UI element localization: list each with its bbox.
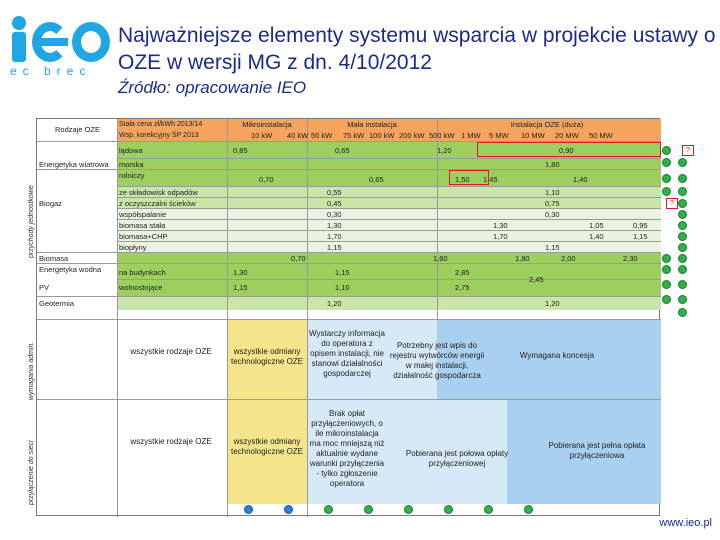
row-biopaliwa-label: biopłyny [119,243,147,252]
ind-dot-b10 [678,254,687,263]
bottom-dot-8 [524,505,533,514]
page-title: Najważniejsze elementy systemu wsparcia w projekcie ustawy o OZE w wersji MG z dn. 4/10/2012 [118,24,716,74]
ind-dot-b11 [678,265,687,274]
ind-dot-b3 [678,174,687,183]
scale-50kw: 50 kW [311,131,333,140]
ind-dot-b2 [678,158,687,167]
row-biom-st-band [117,219,661,230]
scale-1mw: 1 MW [461,131,481,140]
row-biom-chp-v3: 1,40 [589,232,604,241]
question-mark-2: ? [666,198,678,209]
row-biom-chp-v4: 1,15 [633,232,648,241]
row-wodna-v5: 2,30 [623,254,638,263]
row-morska-label: morska [119,160,144,169]
row-rolniczy-v5: 1,40 [573,175,588,184]
head-wsp: Wsp. korekcyjny ŚP 2013 [119,132,199,139]
row-sklad-v1: 0,55 [327,188,342,197]
row-biom-st-v2: 1,30 [493,221,508,230]
row-biopaliwa-v2: 1,15 [545,243,560,252]
logo-o-ring [72,22,110,62]
row-wiatr-label: Energetyka wiatrowa [39,160,109,169]
ind-dot-b12 [678,280,687,289]
head-stala-cena: Stała cena zł/kWh 2013/14 [119,121,203,128]
ind-dot-a11 [662,265,671,274]
prz-mala-text: Pobierana jest połowa opłaty przyłączeniowej [405,449,509,468]
wym-all-tech: wszystkie odmiany technologiczne OZE [230,347,304,366]
row-lad-v4: 0,90 [559,146,574,155]
row-ocz-v1: 0,45 [327,199,342,208]
prz-all-types: wszystkie rodzaje OZE [130,437,212,446]
ind-dot-a12 [662,280,671,289]
row-sklad-label: ze składowisk odpadów [119,188,198,197]
label-wymagania: wymagania admin. [28,341,35,400]
ind-dot-b4 [678,187,687,196]
row-wodna-band [117,252,661,263]
scale-200kw: 200 kW [399,131,425,140]
row-wolno-v4: 2,45 [529,275,544,284]
ind-dot-b9 [678,243,687,252]
row-biom-st-v3: 1,05 [589,221,604,230]
row-lad-v2: 0,65 [335,146,350,155]
footer-url[interactable]: www.ieo.pl [659,517,712,529]
bottom-dot-6 [444,505,453,514]
head-rodzaje: Rodzaje OZE [55,125,101,134]
row-biom-chp-band [117,230,661,241]
row-morska-band [117,158,661,169]
scale-500kw: 500 kW [429,131,455,140]
row-lad-label: lądowa [119,146,143,155]
prz-duza-text: Pobierana jest pełna opłata przyłączeniowa [548,441,646,460]
ind-dot-b7 [678,221,687,230]
scale-40kw: 40 kW [287,131,309,140]
row-wodna-v1: 0,70 [291,254,306,263]
ind-dot-b14 [678,308,687,317]
prz-mikro-text: Brak opłat przyłączeniowych, o ile mikroinstalacja ma moc mniejszą niż aktualnie wydane warunki przyłączenia - tylko zgłoszenie operatora [309,409,385,488]
label-przychody: przychody jednostkowe [28,185,35,258]
red-outline-rolniczy [449,170,489,185]
row-rolniczy-v1: 0,70 [259,175,274,184]
head-mikro: Mikroinstalacja [242,120,292,129]
row-geo-band [117,296,661,310]
row-wodna-v3: 1,80 [515,254,530,263]
row-biom-st-v4: 0,95 [633,221,648,230]
row-sklad-band [117,186,661,197]
row-wolno-v2: 1,10 [335,283,350,292]
red-outline-lad [477,142,661,157]
scale-5mw: 5 MW [489,131,509,140]
row-wolno-label: wolnostojące [119,283,163,292]
ieo-logo [6,12,106,76]
ind-dot-a13 [662,295,671,304]
row-rolniczy-label: rolniczy [119,171,145,180]
logo-subtitle: ec brec [10,64,92,78]
row-pv-label: PV [39,283,50,292]
row-budynki-v1: 1,30 [233,268,248,277]
row-ocz-v2: 0,75 [545,199,560,208]
ind-dot-a2 [662,158,671,167]
row-budynki-v3: 2,85 [455,268,470,277]
scale-20mw: 20 MW [555,131,579,140]
row-wsp-band [117,208,661,219]
ind-dot-a1 [662,146,671,155]
row-biogaz-label: Biogaz [39,199,62,208]
row-biom-st-label: biomasa stała [119,221,166,230]
row-wolno-v1: 1,15 [233,283,248,292]
row-ocz-band [117,197,661,208]
row-biom-chp-label: biomasa+CHP [119,232,168,241]
row-biom-chp-v1: 1,70 [327,232,342,241]
wym-all-types: wszystkie rodzaje OZE [130,347,212,356]
logo-e-bar [38,38,68,46]
bottom-dot-4 [364,505,373,514]
row-wodna-label: Energetyka wodna [39,265,102,274]
question-mark-1: ? [682,145,694,156]
bottom-dot-3 [324,505,333,514]
support-table [36,118,660,516]
row-geo-label: Geotermia [39,299,75,308]
ind-dot-b6 [678,210,687,219]
row-budynki-v2: 1,15 [335,268,350,277]
row-rolniczy-v4: 1,45 [483,175,498,184]
row-biom-chp-v2: 1,70 [493,232,508,241]
row-rolniczy-v3: 1,50 [455,175,470,184]
row-lad-v1: 0,85 [233,146,248,155]
ind-dot-b5 [678,199,687,208]
row-wodna-v2: 1,60 [433,254,448,263]
row-biopaliwa-v1: 1,15 [327,243,342,252]
row-wsp-label: współspalanie [119,210,167,219]
ind-dot-b8 [678,232,687,241]
row-wodna-v4: 2,00 [561,254,576,263]
bottom-dot-2 [284,505,293,514]
row-budynki-label: na budynkach [119,268,166,277]
prz-all-tech: wszystkie odmiany technologiczne OZE [230,437,304,456]
wym-duza-text: Wymagana koncesja [519,351,595,360]
head-mala: Mała instalacja [347,120,397,129]
row-rolniczy-v2: 0,65 [369,175,384,184]
scale-10mw: 10 MW [521,131,545,140]
row-wsp-v2: 0,30 [545,210,560,219]
row-sklad-v2: 1,10 [545,188,560,197]
label-przylaczenie: przyłączenie do sieci [28,440,35,505]
row-wolno-v3: 2,75 [455,283,470,292]
bottom-dot-5 [404,505,413,514]
ind-dot-a10 [662,254,671,263]
bottom-dot-1 [244,505,253,514]
ind-dot-a3 [662,174,671,183]
row-geo-v2: 1,20 [545,299,560,308]
row-wsp-v1: 0,30 [327,210,342,219]
wym-mala-text: Potrzebny jest wpis do rejestru wytwórców energii w małej instalacji, działalność gospodarcza [389,341,485,380]
scale-50mw: 50 MW [589,131,613,140]
logo-i-stem [12,32,26,62]
page-subtitle: Źródło: opracowanie IEO [118,78,307,97]
head-duza: Instalacja OZE (duża) [510,120,584,129]
row-biopaliwa-band [117,241,661,252]
row-ocz-label: z oczyszczalni ścieków [119,199,196,208]
ind-dot-b13 [678,295,687,304]
bottom-dot-7 [484,505,493,514]
ind-dot-a4 [662,187,671,196]
row-biom-st-v1: 1,30 [327,221,342,230]
row-geo-v1: 1,20 [327,299,342,308]
scale-10kw: 10 kW [251,131,273,140]
wym-mikro-text: Wystarczy informacja do operatora z opisem instalacji, nie stanowi działalności gospodarczej [309,329,385,378]
scale-75kw: 75 kW [343,131,365,140]
row-morska-v: 1,80 [545,160,560,169]
logo-i-dot [12,16,26,30]
row-biomasa-label: Biomasa [39,254,69,263]
row-lad-v3: 1,20 [437,146,452,155]
scale-100kw: 100 kW [369,131,395,140]
